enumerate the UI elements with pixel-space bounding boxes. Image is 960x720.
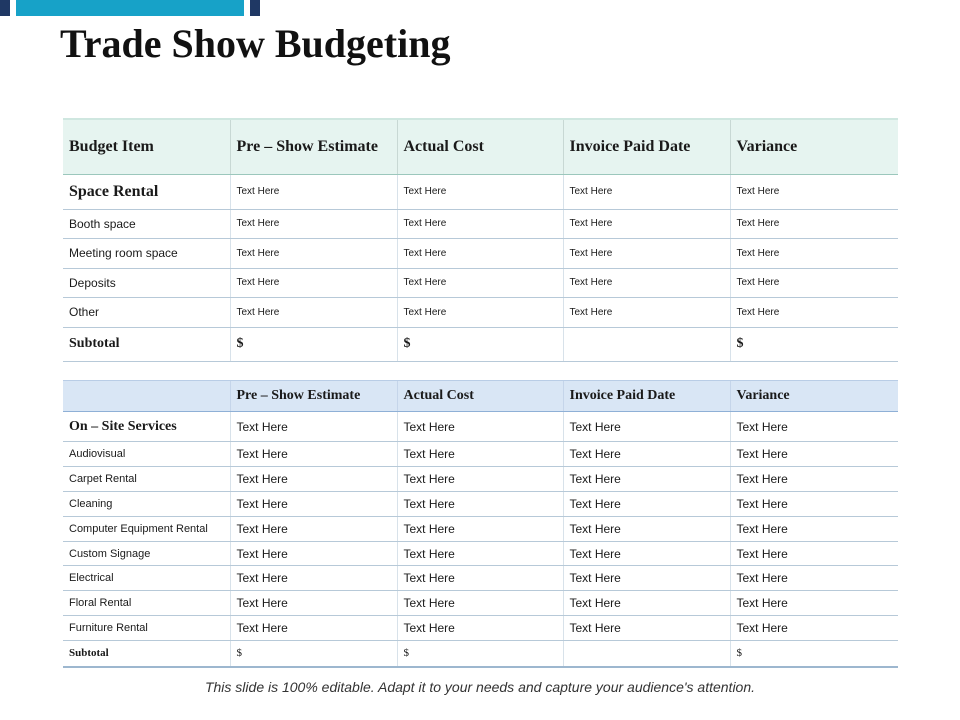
row-label: Other [63,298,230,328]
table-cell: Text Here [563,268,730,298]
table-row [63,298,898,328]
subtotal-row [63,641,898,667]
table-cell: Text Here [230,412,397,442]
section-row-space-rental [63,174,898,209]
table-cell: Text Here [397,616,563,641]
header-variance: Variance [730,119,898,174]
table-cell: Text Here [730,239,898,269]
subtotal-label: Subtotal [63,641,230,667]
slide-title: Trade Show Budgeting [60,21,451,66]
row-label: Computer Equipment Rental [63,516,230,541]
table-cell: Text Here [230,491,397,516]
table-cell: Text Here [397,566,563,591]
table-cell: Text Here [563,209,730,239]
subtotal-value: $ [730,327,898,361]
table-cell: Text Here [563,442,730,467]
table-cell: Text Here [730,442,898,467]
table-row [63,268,898,298]
table-cell: Text Here [730,268,898,298]
table-cell: Text Here [397,591,563,616]
row-label: Carpet Rental [63,466,230,491]
table-cell: Text Here [563,516,730,541]
row-label: Furniture Rental [63,616,230,641]
subtotal-value: $ [397,327,563,361]
table-cell: Text Here [397,442,563,467]
table-cell: Text Here [730,566,898,591]
table-cell: Text Here [230,466,397,491]
subtotal-row [63,327,898,361]
table-cell: Text Here [230,541,397,566]
space-rental-budget-table [63,118,898,362]
table-cell: Text Here [230,298,397,328]
subtotal-value: $ [230,327,397,361]
subtotal-value [563,641,730,667]
table-cell: Text Here [397,466,563,491]
table-cell: Text Here [230,268,397,298]
table-cell: Text Here [563,298,730,328]
table-row [63,566,898,591]
table-row [63,442,898,467]
table-cell: Text Here [397,174,563,209]
section-label: Space Rental [63,174,230,209]
header-invoice-paid-date: Invoice Paid Date [563,119,730,174]
table-cell: Text Here [397,491,563,516]
row-label: Deposits [63,268,230,298]
table-cell: Text Here [730,516,898,541]
table-row [63,209,898,239]
table-cell: Text Here [730,491,898,516]
table-cell: Text Here [563,591,730,616]
table-row [63,541,898,566]
table-row [63,616,898,641]
subtotal-value: $ [230,641,397,667]
table-cell: Text Here [730,174,898,209]
table-row [63,491,898,516]
table-cell: Text Here [730,298,898,328]
subtotal-value: $ [397,641,563,667]
table-cell: Text Here [563,616,730,641]
table-cell: Text Here [563,541,730,566]
table-row [63,466,898,491]
table-cell: Text Here [230,174,397,209]
table-cell: Text Here [230,442,397,467]
header-variance: Variance [730,381,898,412]
slide-footer-note: This slide is 100% editable. Adapt it to your needs and capture your audience's attention. [204,679,756,695]
header-pre-show-estimate: Pre – Show Estimate [230,381,397,412]
row-label: Booth space [63,209,230,239]
section-label: On – Site Services [63,412,230,442]
section-row-on-site-services [63,412,898,442]
table-row [63,591,898,616]
subtotal-label: Subtotal [63,327,230,361]
row-label: Meeting room space [63,239,230,269]
header-blank [63,381,230,412]
table-cell: Text Here [397,412,563,442]
row-label: Custom Signage [63,541,230,566]
table-cell: Text Here [730,591,898,616]
table-cell: Text Here [730,616,898,641]
table-cell: Text Here [397,268,563,298]
row-label: Floral Rental [63,591,230,616]
table-cell: Text Here [730,466,898,491]
row-label: Cleaning [63,491,230,516]
table-cell: Text Here [563,174,730,209]
table-cell: Text Here [230,239,397,269]
header-budget-item: Budget Item [63,119,230,174]
corner-accent-bar-main [16,0,244,16]
on-site-services-budget-table [63,380,898,668]
table-cell: Text Here [230,209,397,239]
table-cell: Text Here [563,491,730,516]
header-invoice-paid-date: Invoice Paid Date [563,381,730,412]
table-cell: Text Here [563,239,730,269]
subtotal-value [563,327,730,361]
table-cell: Text Here [730,412,898,442]
header-actual-cost: Actual Cost [397,381,563,412]
table-cell: Text Here [563,466,730,491]
header-actual-cost: Actual Cost [397,119,563,174]
corner-accent-bar-left [0,0,10,16]
table-header-row [63,381,898,412]
header-pre-show-estimate: Pre – Show Estimate [230,119,397,174]
table-row [63,516,898,541]
table-cell: Text Here [730,209,898,239]
table-row [63,239,898,269]
row-label: Audiovisual [63,442,230,467]
table-header-row [63,119,898,174]
table-cell: Text Here [563,566,730,591]
table-cell: Text Here [397,209,563,239]
table-cell: Text Here [730,541,898,566]
table-cell: Text Here [397,516,563,541]
table-cell: Text Here [230,566,397,591]
table-cell: Text Here [230,616,397,641]
table-cell: Text Here [397,541,563,566]
table-cell: Text Here [230,516,397,541]
table-cell: Text Here [563,412,730,442]
table-cell: Text Here [230,591,397,616]
table-cell: Text Here [397,298,563,328]
corner-accent-bar-right [250,0,260,16]
table-cell: Text Here [397,239,563,269]
row-label: Electrical [63,566,230,591]
subtotal-value: $ [730,641,898,667]
